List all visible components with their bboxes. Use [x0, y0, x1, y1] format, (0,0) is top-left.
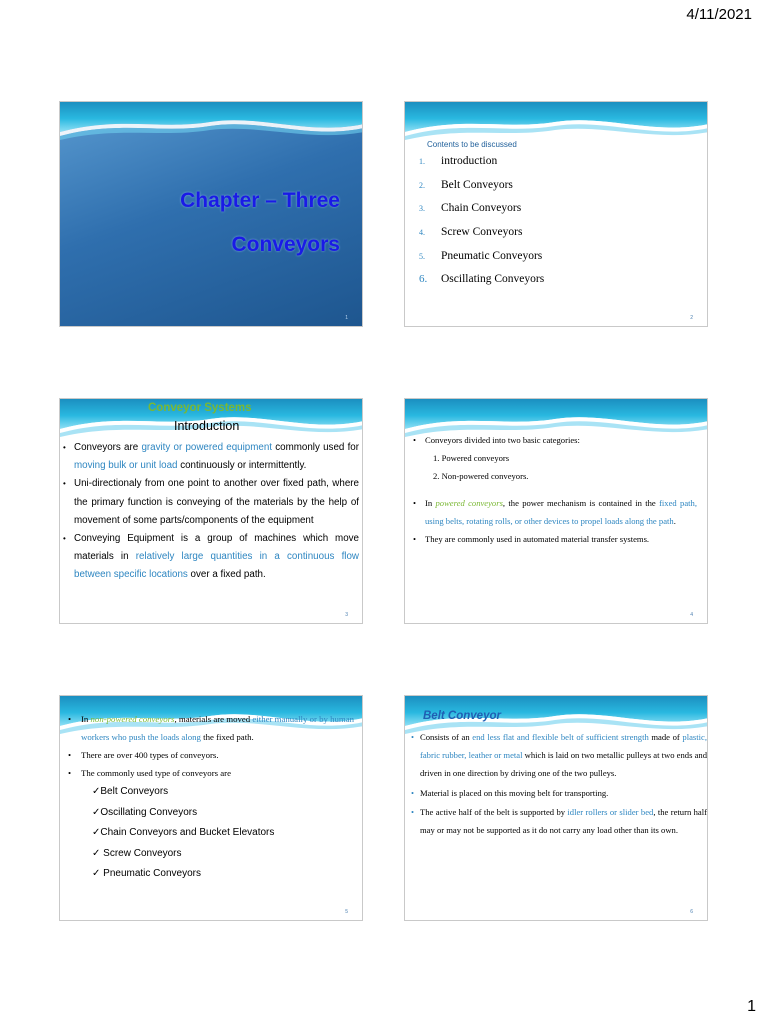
highlight-text: fixed path, using belts, rotating rolls, or other devices to propel loads along the path — [425, 498, 697, 526]
bullet-list — [63, 439, 359, 585]
text: . — [673, 516, 676, 526]
slide-body — [411, 728, 707, 839]
text: made of — [648, 732, 683, 742]
highlight-text: gravity or powered equipment — [141, 442, 273, 453]
slide-number: 5 — [345, 909, 348, 915]
text: over a fixed path. — [187, 569, 266, 581]
slide-number: 2 — [690, 315, 693, 321]
conveyor-type-item: ✓ Pneumatic Conveyors — [92, 868, 201, 880]
slide-6-belt-conveyor — [404, 695, 708, 921]
slide-body — [411, 431, 697, 548]
text: the fixed path. — [200, 732, 254, 742]
text: which is laid on two metallic pulleys at two ends and driven in one direction by driving one of the two pulleys. — [420, 750, 707, 779]
slide-wave-decoration — [60, 102, 363, 142]
contents-item — [419, 179, 544, 203]
highlight-text: moving bulk or unit load — [74, 460, 178, 472]
highlight-text: either manually or by human workers who push the loads along — [81, 714, 355, 742]
text: The active half of the belt is supported by — [420, 806, 568, 817]
item-number: 2. — [419, 180, 425, 190]
contents-item — [419, 155, 544, 179]
highlight-text: plastic, fabric rubber, leather or metal — [420, 732, 707, 761]
item-number: 1. — [419, 157, 425, 166]
slide-3-title: Conveyor Systems — [148, 402, 252, 414]
bullet-item: • Uni-directionaly from one point to another over fixed path, where the primary function is conveying of the materials by the help of movement of some parts/components of the equipment — [63, 475, 359, 530]
highlight-text: non-powered conveyors — [90, 714, 175, 724]
contents-heading: Contents to be discussed — [427, 140, 517, 149]
slide-body — [66, 710, 360, 885]
slide-number: 6 — [690, 909, 693, 915]
slide-wave-decoration — [405, 102, 708, 142]
bullet-item — [411, 494, 697, 530]
slide-5-non-powered — [59, 695, 363, 921]
item-text: Screw Conveyors — [441, 226, 523, 239]
bullet-item: • Conveyors divided into two basic categories: — [411, 431, 697, 449]
slide-1-title — [59, 101, 363, 327]
text: , the power mechanism is contained in the — [502, 498, 660, 508]
text: Consists of an — [420, 732, 473, 742]
conveyor-type-item: ✓Chain Conveyors and Bucket Elevators — [92, 827, 275, 839]
bullet-item: • The commonly used type of conveyors are — [66, 764, 360, 782]
bullet-item — [66, 710, 360, 746]
item-number: 3. — [419, 204, 425, 214]
contents-item — [419, 273, 544, 297]
item-number: 6. — [419, 273, 428, 286]
slide-4-categories — [404, 398, 708, 624]
contents-item — [419, 226, 544, 250]
text: Conveyors are — [74, 442, 142, 453]
item-number: 4. — [419, 228, 425, 238]
bullet-item: • There are over 400 types of conveyors. — [66, 746, 360, 764]
contents-list — [419, 155, 544, 297]
bullet-item — [63, 530, 359, 585]
text: In — [425, 498, 436, 508]
text: , the return half may or may not be supported as it do not carry any load other than its own. — [420, 806, 707, 836]
item-number: 5. — [419, 251, 425, 261]
bullet-item: • They are commonly used in automated material transfer systems. — [411, 530, 697, 548]
bullet-item — [411, 803, 707, 839]
category-item: 2. Non-powered conveyors. — [433, 471, 529, 481]
item-text: Oscillating Conveyors — [441, 273, 545, 286]
conveyor-type-item: ✓ Screw Conveyors — [92, 847, 182, 859]
conveyor-type-item: ✓Oscillating Conveyors — [92, 806, 198, 818]
highlight-text: end less flat and flexible belt of sufficient strength — [472, 732, 649, 742]
bullet-item — [63, 439, 359, 475]
page-date: 4/11/2021 — [686, 6, 752, 23]
category-item: 1. Powered conveyors — [433, 453, 510, 463]
highlight-text: powered conveyors — [435, 498, 503, 508]
text: continuously or intermittently. — [177, 460, 307, 472]
slide-2-contents — [404, 101, 708, 327]
bullet-item — [411, 728, 707, 783]
slide-number: 1 — [345, 315, 348, 321]
slide-1-title-line1: Chapter – Three — [180, 189, 340, 212]
conveyor-type-item: ✓Belt Conveyors — [92, 786, 169, 797]
text: , materials are moved — [174, 714, 253, 724]
highlight-text: idler rollers or slider bed — [567, 806, 654, 817]
contents-item — [419, 202, 544, 226]
item-text: Chain Conveyors — [441, 202, 522, 215]
bullet-item: • Material is placed on this moving belt for transporting. — [411, 784, 707, 802]
slide-number: 3 — [345, 612, 348, 618]
text: In — [81, 714, 91, 724]
item-text: Belt Conveyors — [441, 178, 513, 191]
slide-1-title-line2: Conveyors — [231, 233, 340, 256]
slide-6-title: Belt Conveyor — [423, 710, 501, 722]
slide-3-introduction — [59, 398, 363, 624]
item-text: introduction — [441, 155, 498, 167]
highlight-text: relatively large quantities in a continuous flow between specific locations — [74, 551, 360, 581]
text: commonly used for — [272, 442, 359, 453]
text: Conveying Equipment is a group of machines which move materials in — [74, 533, 359, 563]
contents-item — [419, 250, 544, 274]
slide-number: 4 — [690, 612, 693, 618]
page-number: 1 — [747, 998, 756, 1015]
slide-3-subtitle: Introduction — [174, 419, 240, 433]
item-text: Pneumatic Conveyors — [441, 249, 543, 262]
